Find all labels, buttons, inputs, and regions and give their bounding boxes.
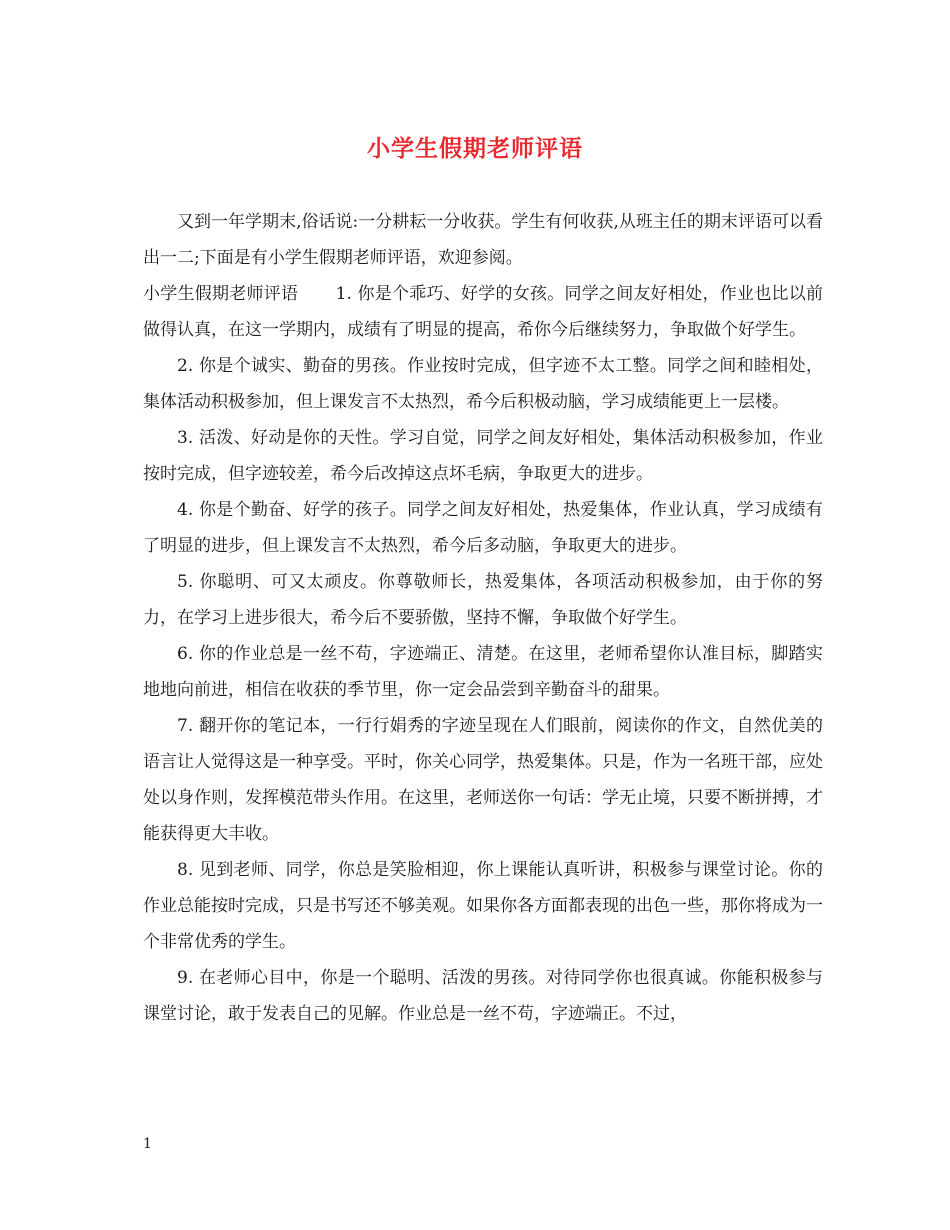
- page-number: 1: [143, 1136, 152, 1152]
- comment-text-1: 1. 你是个乖巧、好学的女孩。同学之间友好相处，作业也比以前做得认真，在这一学期内，成绩有了明显的提高，希你今后继续努力，争取做个好学生。: [143, 284, 824, 340]
- comment-paragraph-5: 5. 你聪明、可又太顽皮。你尊敬师长，热爱集体，各项活动积极参加，由于你的努力，在学习上进步很大，希今后不要骄傲，坚持不懈，争取做个好学生。: [143, 572, 823, 628]
- comment-paragraph-8: 8. 见到老师、同学，你总是笑脸相迎，你上课能认真听讲，积极参与课堂讨论。你的作业总能按时完成，只是书写还不够美观。如果你各方面都表现的出色一些，那你将成为一个非常优秀的学生。: [143, 860, 823, 952]
- page-title: 小学生假期老师评语: [367, 135, 583, 162]
- comment-paragraph-3: 3. 活泼、好动是你的天性。学习自觉，同学之间友好相处，集体活动积极参加，作业按时完成，但字迹较差，希今后改掉这点坏毛病，争取更大的进步。: [143, 428, 823, 484]
- comment-paragraph-9: 9. 在老师心目中，你是一个聪明、活泼的男孩。对待同学你也很真诚。你能积极参与课堂讨论，敢于发表自己的见解。作业总是一丝不苟，字迹端正。不过，: [143, 968, 823, 1024]
- comment-paragraph-2: 2. 你是个诚实、勤奋的男孩。作业按时完成，但字迹不太工整。同学之间和睦相处，集体活动积极参加，但上课发言不太热烈，希今后积极动脑，学习成绩能更上一层楼。: [143, 356, 823, 412]
- comment-paragraph-1: [143, 276, 823, 348]
- section-label: 小学生假期老师评语: [143, 284, 299, 304]
- comment-paragraph-4: 4. 你是个勤奋、好学的孩子。同学之间友好相处，热爱集体，作业认真，学习成绩有了明显的进步，但上课发言不太热烈，希今后多动脑，争取更大的进步。: [143, 500, 823, 556]
- comment-paragraph-6: 6. 你的作业总是一丝不苟，字迹端正、清楚。在这里，老师希望你认准目标，脚踏实地地向前进，相信在收获的季节里，你一定会品尝到辛勤奋斗的甜果。: [143, 644, 823, 700]
- comment-paragraph-7: 7. 翻开你的笔记本，一行行娟秀的字迹呈现在人们眼前，阅读你的作文，自然优美的语言让人觉得这是一种享受。平时，你关心同学，热爱集体。只是，作为一名班干部，应处处以身作则，发挥模范带头作用。在这里，老师送你一句话：学无止境，只要不断拼搏，才能获得更大丰收。: [143, 716, 823, 844]
- document-body: [143, 204, 823, 1032]
- intro-paragraph: 又到一年学期末,俗话说:一分耕耘一分收获。学生有何收获,从班主任的期末评语可以看出一二;下面是有小学生假期老师评语，欢迎参阅。: [143, 212, 823, 268]
